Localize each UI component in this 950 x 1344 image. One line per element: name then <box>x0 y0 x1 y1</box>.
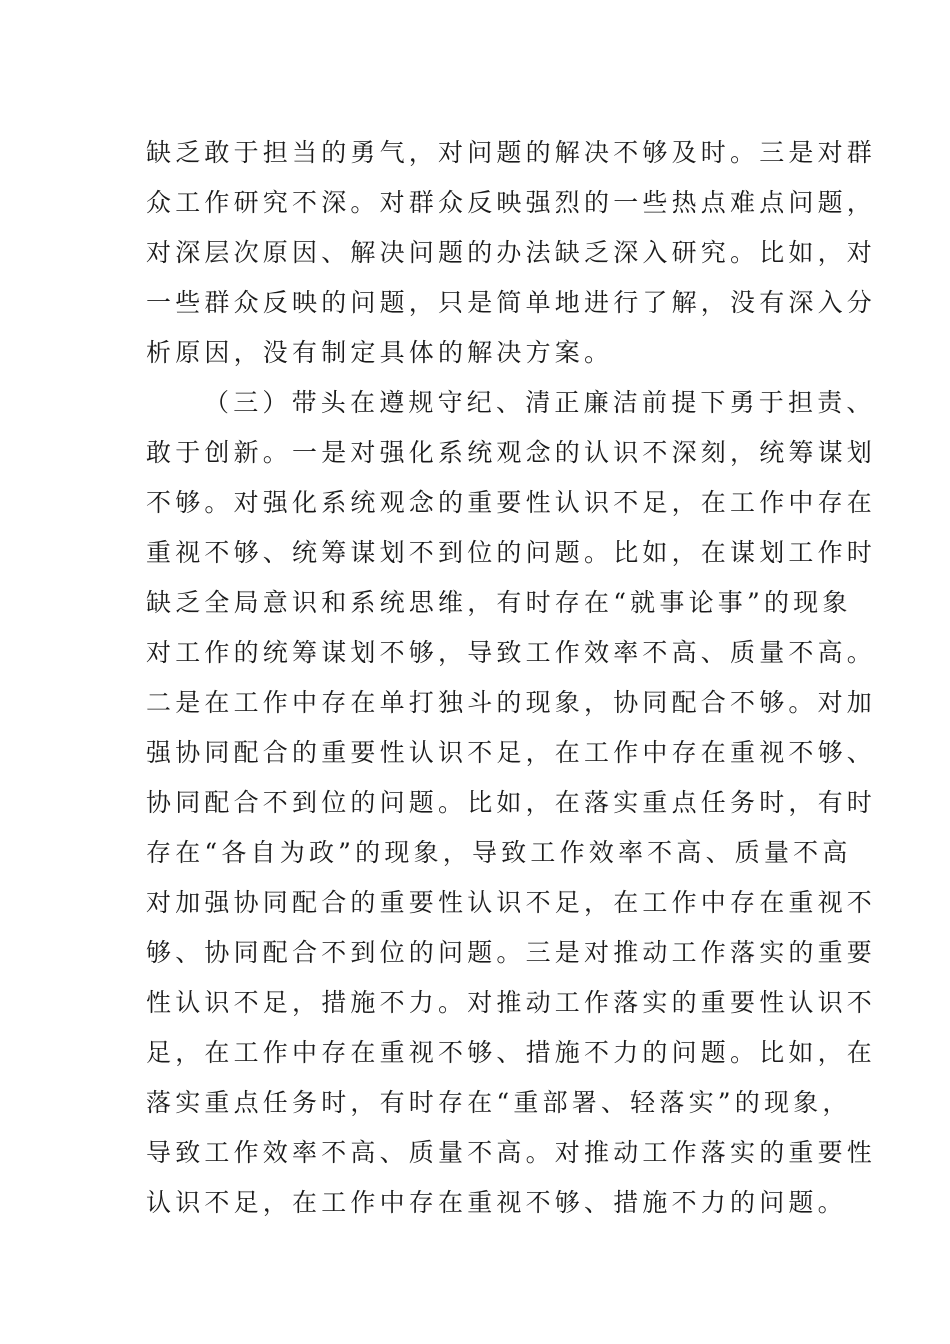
text-line: 协同配合不到位的问题。比如，在落实重点任务时，有时 <box>146 788 877 817</box>
text-line: 强协同配合的重要性认识不足，在工作中存在重视不够、 <box>146 738 877 767</box>
text-line: 不够。对强化系统观念的重要性认识不足，在工作中存在 <box>146 488 877 517</box>
text-line: 析原因，没有制定具体的解决方案。 <box>146 338 614 367</box>
text-line: 敢于创新。一是对强化系统观念的认识不深刻，统筹谋划 <box>146 438 877 467</box>
text-line: 够、协同配合不到位的问题。三是对推动工作落实的重要 <box>146 938 877 967</box>
text-line: 众工作研究不深。对群众反映强烈的一些热点难点问题， <box>146 188 877 217</box>
text-line: 重视不够、统筹谋划不到位的问题。比如，在谋划工作时 <box>146 538 877 567</box>
paragraph-section-three <box>146 378 877 1228</box>
text-line: 落实重点任务时，有时存在“重部署、轻落实”的现象， <box>146 1088 852 1117</box>
paragraph-continuation <box>146 128 877 378</box>
text-line: 一些群众反映的问题，只是简单地进行了解，没有深入分 <box>146 288 877 317</box>
text-line: 对深层次原因、解决问题的办法缺乏深入研究。比如，对 <box>146 238 877 267</box>
text-line: 认识不足，在工作中存在重视不够、措施不力的问题。 <box>146 1188 847 1217</box>
text-line: 缺乏全局意识和系统思维，有时存在“就事论事”的现象 <box>146 588 852 617</box>
text-line: 缺乏敢于担当的勇气，对问题的解决不够及时。三是对群 <box>146 138 877 167</box>
text-line: 性认识不足，措施不力。对推动工作落实的重要性认识不 <box>146 988 877 1017</box>
text-line: 导致工作效率不高、质量不高。对推动工作落实的重要性 <box>146 1138 877 1167</box>
section-heading-line: （三）带头在遵规守纪、清正廉洁前提下勇于担责、 <box>204 388 876 417</box>
text-line: 存在“各自为政”的现象，导致工作效率不高、质量不高 <box>146 838 852 867</box>
text-line: 对工作的统筹谋划不够，导致工作效率不高、质量不高。 <box>146 638 877 667</box>
text-line: 对加强协同配合的重要性认识不足，在工作中存在重视不 <box>146 888 877 917</box>
text-line: 二是在工作中存在单打独斗的现象，协同配合不够。对加 <box>146 688 877 717</box>
text-line: 足，在工作中存在重视不够、措施不力的问题。比如，在 <box>146 1038 877 1067</box>
